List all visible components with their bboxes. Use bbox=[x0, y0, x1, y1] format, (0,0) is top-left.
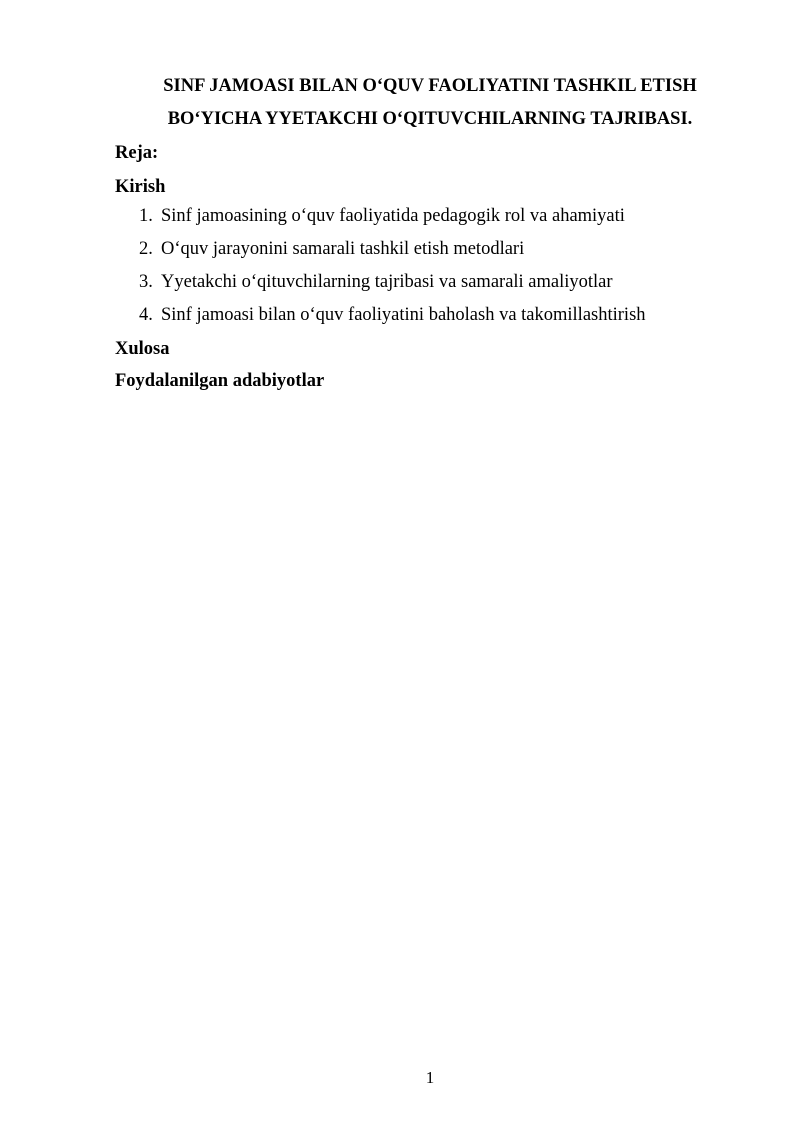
plan-item-number: 2. bbox=[139, 239, 153, 259]
plan-item-text: O‘quv jarayonini samarali tashkil etish metodlari bbox=[161, 239, 525, 259]
references-heading: Foydalanilgan adabiyotlar bbox=[115, 371, 325, 391]
plan-item-text: Sinf jamoasi bilan o‘quv faoliyatini baholash va takomillashtirish bbox=[161, 305, 646, 325]
plan-heading: Reja: bbox=[115, 143, 159, 163]
title-line-2: BO‘YICHA YYETAKCHI O‘QITUVCHILARNING TAJRIBASI. bbox=[167, 109, 693, 129]
title-line-1: SINF JAMOASI BILAN O‘QUV FAOLIYATINI TASHKIL ETISH bbox=[163, 76, 697, 96]
plan-item-text: Sinf jamoasining o‘quv faoliyatida pedagogik rol va ahamiyati bbox=[161, 206, 625, 226]
page-number: 1 bbox=[425, 1068, 435, 1087]
plan-item-text: Yyetakchi o‘qituvchilarning tajribasi va samarali amaliyotlar bbox=[161, 272, 613, 292]
intro-heading: Kirish bbox=[115, 177, 166, 197]
plan-item-number: 3. bbox=[139, 272, 153, 292]
plan-item-number: 1. bbox=[139, 206, 153, 226]
plan-item-number: 4. bbox=[139, 305, 153, 325]
conclusion-heading: Xulosa bbox=[115, 339, 170, 359]
